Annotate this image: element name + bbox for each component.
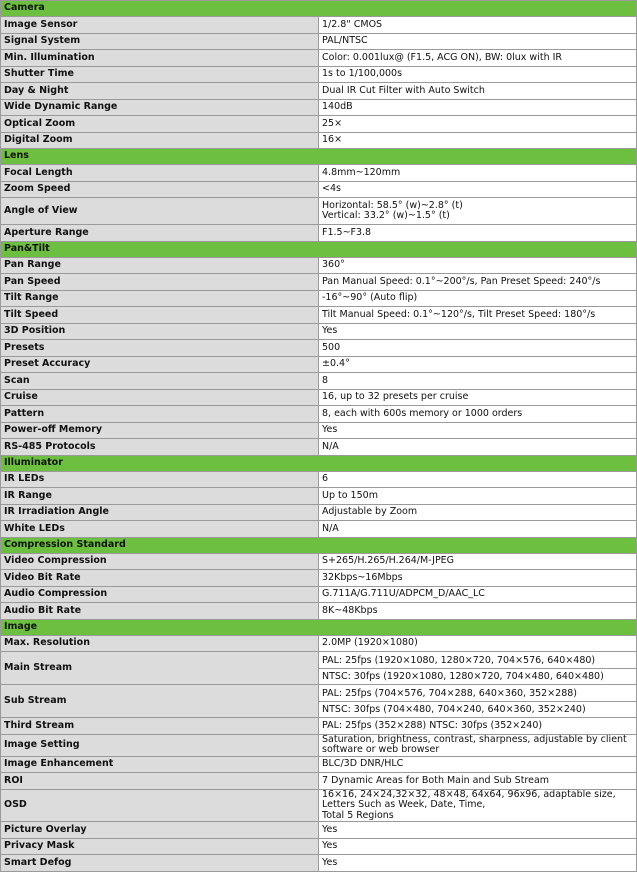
spec-label: Image Sensor: [1, 17, 319, 34]
spec-value: G.711A/G.711U/ADPCM_D/AAC_LC: [319, 586, 637, 603]
spec-row-optical-zoom: [1, 116, 637, 133]
spec-value: 16×: [319, 132, 637, 149]
spec-label: Wide Dynamic Range: [1, 99, 319, 116]
section-title: Compression Standard: [1, 537, 637, 553]
spec-value: Yes: [319, 323, 637, 340]
spec-value: Adjustable by Zoom: [319, 504, 637, 521]
spec-value: [319, 789, 637, 822]
spec-row-osd: [1, 789, 637, 822]
spec-row-shutter-time: [1, 66, 637, 83]
spec-label: Pan Range: [1, 257, 319, 274]
spec-label: Presets: [1, 340, 319, 357]
spec-label: Aperture Range: [1, 225, 319, 242]
spec-value: 8: [319, 373, 637, 390]
spec-value: Yes: [319, 822, 637, 839]
section-title: Camera: [1, 1, 637, 17]
spec-value: S+265/H.265/H.264/M-JPEG: [319, 553, 637, 570]
spec-row-image-sensor: [1, 17, 637, 34]
spec-label: Video Bit Rate: [1, 570, 319, 587]
spec-value: 7 Dynamic Areas for Both Main and Sub Stream: [319, 773, 637, 790]
spec-row-min-illumination: [1, 50, 637, 67]
spec-value: Pan Manual Speed: 0.1°~200°/s, Pan Preset Speed: 240°/s: [319, 274, 637, 291]
spec-value: 4.8mm~120mm: [319, 165, 637, 182]
spec-label: Main Stream: [1, 652, 319, 685]
spec-label: IR Irradiation Angle: [1, 504, 319, 521]
spec-row-image-setting: [1, 734, 637, 756]
spec-value: Dual IR Cut Filter with Auto Switch: [319, 83, 637, 100]
spec-row-tilt-range: [1, 290, 637, 307]
spec-row-angle-of-view: [1, 198, 637, 225]
spec-row-tilt-speed: [1, 307, 637, 324]
section-title: Image: [1, 619, 637, 635]
spec-value: 360°: [319, 257, 637, 274]
spec-row-power-off-memory: [1, 422, 637, 439]
spec-value: 8, each with 600s memory or 1000 orders: [319, 406, 637, 423]
spec-row-focal-length: [1, 165, 637, 182]
spec-row-preset-accuracy: [1, 356, 637, 373]
spec-value: 1/2.8" CMOS: [319, 17, 637, 34]
spec-row-pan-speed: [1, 274, 637, 291]
spec-value-line: Horizontal: 58.5° (w)~2.8° (t): [322, 199, 463, 211]
spec-row-audio-bit-rate: [1, 603, 637, 620]
spec-row-presets: [1, 340, 637, 357]
section-header-lens: [1, 149, 637, 165]
spec-row-pan-range: [1, 257, 637, 274]
spec-row-pattern: [1, 406, 637, 423]
spec-label: Day & Night: [1, 83, 319, 100]
spec-label: Min. Illumination: [1, 50, 319, 67]
spec-value: N/A: [319, 521, 637, 538]
spec-label: Signal System: [1, 33, 319, 50]
spec-table-body: [1, 1, 637, 872]
spec-value: Yes: [319, 838, 637, 855]
spec-label: Privacy Mask: [1, 838, 319, 855]
spec-row-3d-position: [1, 323, 637, 340]
spec-value: Color: 0.001lux@ (F1.5, ACG ON), BW: 0lux with IR: [319, 50, 637, 67]
spec-row-scan: [1, 373, 637, 390]
section-title: Illuminator: [1, 455, 637, 471]
spec-label: White LEDs: [1, 521, 319, 538]
spec-label: Smart Defog: [1, 855, 319, 872]
spec-row-privacy-mask: [1, 838, 637, 855]
section-title: Pan&Tilt: [1, 241, 637, 257]
spec-label: Zoom Speed: [1, 181, 319, 198]
spec-row-ir-range: [1, 488, 637, 505]
spec-value: 25×: [319, 116, 637, 133]
spec-value: Tilt Manual Speed: 0.1°~120°/s, Tilt Preset Speed: 180°/s: [319, 307, 637, 324]
spec-label: Image Enhancement: [1, 756, 319, 773]
spec-label: Angle of View: [1, 198, 319, 225]
spec-value: Yes: [319, 422, 637, 439]
spec-value: ±0.4°: [319, 356, 637, 373]
spec-value-line: 16×16, 24×24,32×32, 48×48, 64x64, 96x96, adaptable size, Letters Such as Week, Date, Time,: [322, 789, 616, 810]
section-header-pan-tilt: [1, 241, 637, 257]
spec-row-audio-compression: [1, 586, 637, 603]
spec-label: Scan: [1, 373, 319, 390]
spec-value: 16, up to 32 presets per cruise: [319, 389, 637, 406]
spec-value: Yes: [319, 855, 637, 872]
spec-label: Audio Bit Rate: [1, 603, 319, 620]
spec-label: Max. Resolution: [1, 635, 319, 652]
spec-label: IR LEDs: [1, 471, 319, 488]
spec-label: RS-485 Protocols: [1, 439, 319, 456]
spec-value: 32Kbps~16Mbps: [319, 570, 637, 587]
spec-label: Tilt Range: [1, 290, 319, 307]
section-title: Lens: [1, 149, 637, 165]
section-header-illuminator: [1, 455, 637, 471]
spec-label: ROI: [1, 773, 319, 790]
spec-row-image-enhancement: [1, 756, 637, 773]
spec-row-smart-defog: [1, 855, 637, 872]
spec-value: BLC/3D DNR/HLC: [319, 756, 637, 773]
spec-value-line: PAL: 25fps (704×576, 704×288, 640×360, 352×288): [319, 686, 636, 702]
spec-value: <4s: [319, 181, 637, 198]
section-header-image: [1, 619, 637, 635]
spec-value: -16°~90° (Auto flip): [319, 290, 637, 307]
spec-row-day-night: [1, 83, 637, 100]
spec-row-video-bit-rate: [1, 570, 637, 587]
spec-label: Power-off Memory: [1, 422, 319, 439]
spec-value-line: PAL: 25fps (1920×1080, 1280×720, 704×576, 640×480): [319, 653, 636, 669]
spec-row-zoom-speed: [1, 181, 637, 198]
spec-value-line: Total 5 Regions: [322, 809, 394, 821]
spec-label: Video Compression: [1, 553, 319, 570]
spec-value: 8K~48Kbps: [319, 603, 637, 620]
spec-label: Image Setting: [1, 734, 319, 756]
spec-row-roi: [1, 773, 637, 790]
spec-value-line: Vertical: 33.2° (w)~1.5° (t): [322, 210, 450, 221]
spec-value: 1s to 1/100,000s: [319, 66, 637, 83]
spec-value-group: [319, 652, 637, 685]
spec-row-video-compression: [1, 553, 637, 570]
spec-row-third-stream: [1, 718, 637, 735]
spec-row-ir-leds: [1, 471, 637, 488]
spec-row-max-resolution: [1, 635, 637, 652]
spec-label: Pan Speed: [1, 274, 319, 291]
spec-row-sub-stream: [1, 685, 637, 718]
spec-row-signal-system: [1, 33, 637, 50]
spec-label: 3D Position: [1, 323, 319, 340]
spec-value: 500: [319, 340, 637, 357]
spec-label: Third Stream: [1, 718, 319, 735]
spec-value: PAL: 25fps (352×288) NTSC: 30fps (352×240): [319, 718, 637, 735]
spec-value: F1.5~F3.8: [319, 225, 637, 242]
spec-value-line: NTSC: 30fps (1920×1080, 1280×720, 704×480, 640×480): [322, 670, 604, 682]
spec-value: N/A: [319, 439, 637, 456]
spec-label: Tilt Speed: [1, 307, 319, 324]
spec-label: Sub Stream: [1, 685, 319, 718]
spec-row-wide-dynamic-range: [1, 99, 637, 116]
spec-value-group: [319, 685, 637, 718]
spec-value: Up to 150m: [319, 488, 637, 505]
section-header-camera: [1, 1, 637, 17]
spec-value: PAL/NTSC: [319, 33, 637, 50]
spec-value: [319, 198, 637, 225]
spec-label: Cruise: [1, 389, 319, 406]
spec-row-main-stream: [1, 652, 637, 685]
spec-row-ir-irradiation-angle: [1, 504, 637, 521]
spec-label: Pattern: [1, 406, 319, 423]
spec-value: Saturation, brightness, contrast, sharpness, adjustable by client software or web browser: [319, 734, 637, 756]
section-header-compression-standard: [1, 537, 637, 553]
spec-label: Preset Accuracy: [1, 356, 319, 373]
spec-label: Focal Length: [1, 165, 319, 182]
spec-label: Picture Overlay: [1, 822, 319, 839]
spec-row-digital-zoom: [1, 132, 637, 149]
spec-value-line: NTSC: 30fps (704×480, 704×240, 640×360, 352×240): [322, 703, 586, 715]
spec-row-aperture-range: [1, 225, 637, 242]
spec-label: IR Range: [1, 488, 319, 505]
spec-value: 2.0MP (1920×1080): [319, 635, 637, 652]
spec-label: Optical Zoom: [1, 116, 319, 133]
spec-value: 140dB: [319, 99, 637, 116]
spec-row-white-leds: [1, 521, 637, 538]
spec-label: Digital Zoom: [1, 132, 319, 149]
spec-label: Audio Compression: [1, 586, 319, 603]
spec-row-cruise: [1, 389, 637, 406]
spec-label: OSD: [1, 789, 319, 822]
spec-row-rs-485-protocols: [1, 439, 637, 456]
spec-row-picture-overlay: [1, 822, 637, 839]
spec-value: 6: [319, 471, 637, 488]
spec-label: Shutter Time: [1, 66, 319, 83]
